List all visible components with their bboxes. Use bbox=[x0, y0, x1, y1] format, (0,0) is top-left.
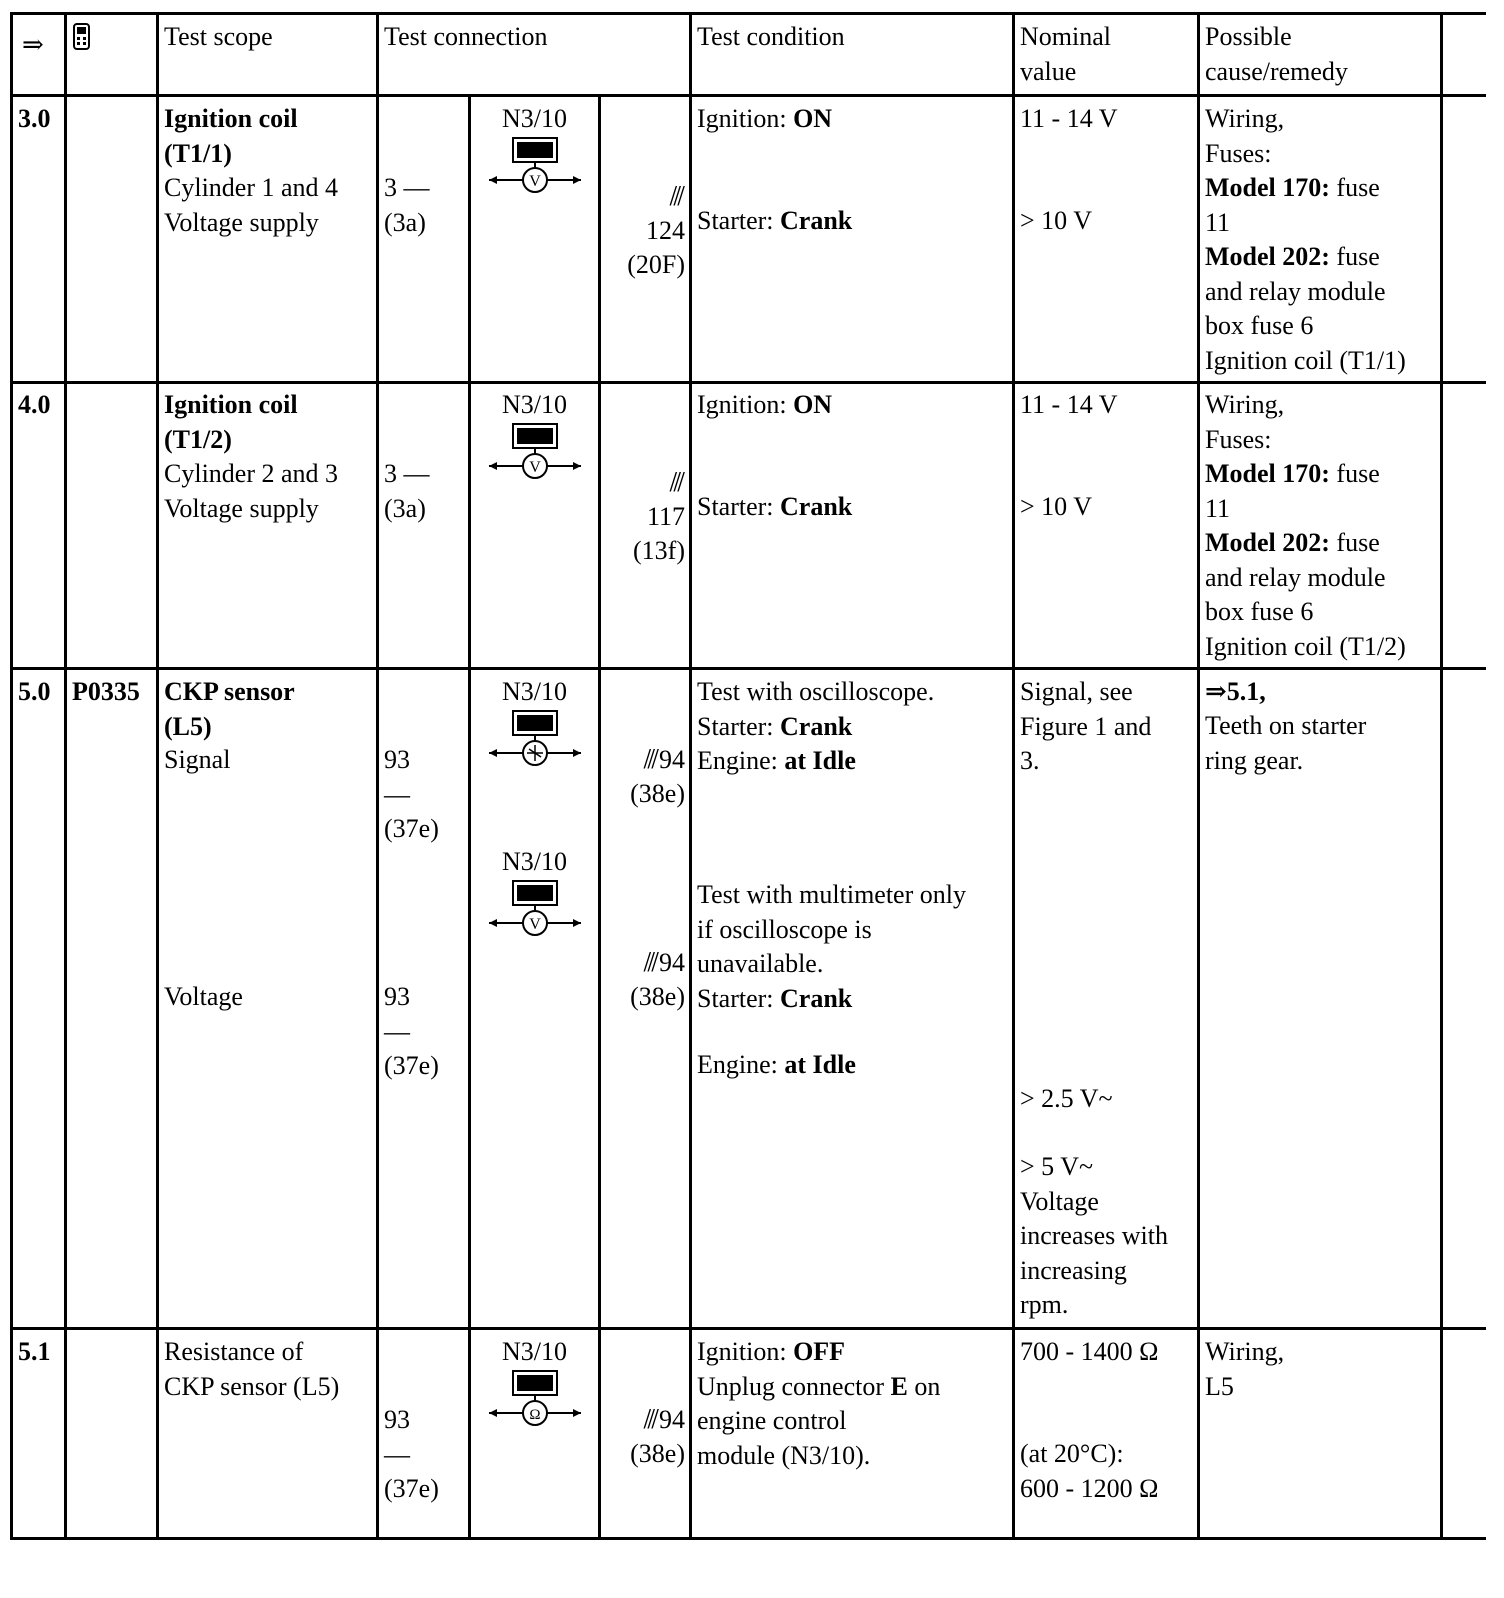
cause-reference-link[interactable]: ⇒5.1, bbox=[1205, 677, 1266, 706]
possible-cause: Wiring, L5 bbox=[1205, 1337, 1285, 1401]
meter-symbol: V bbox=[528, 916, 541, 933]
row-divider bbox=[10, 1327, 1486, 1330]
column-divider bbox=[689, 12, 692, 1540]
ecu-label: N3/10 bbox=[502, 847, 567, 876]
condition-starter: Starter: Crank bbox=[697, 492, 853, 521]
connection-subdivider bbox=[598, 94, 601, 1540]
nominal-signal: Signal, see Figure 1 and 3. bbox=[1020, 677, 1152, 775]
possible-cause: Wiring, Fuses: Model 170: fuse 11 Model 202: fuse and relay module box fuse 6 Ignition coil (T1/2) bbox=[1205, 390, 1406, 661]
connection-right-pin bbox=[610, 946, 685, 1014]
connection-left-pin: 93 — (37e) bbox=[384, 745, 439, 843]
condition-starter: Starter: Crank bbox=[697, 206, 853, 235]
diagnostic-test-table bbox=[10, 12, 1486, 1585]
plug-icon: ⫻ bbox=[669, 468, 685, 497]
scope-title: CKP sensor (L5) bbox=[164, 677, 295, 741]
scope-signal: Signal bbox=[164, 745, 231, 774]
ecu-oscilloscope bbox=[471, 677, 598, 769]
connection-right-pin bbox=[610, 466, 685, 568]
pin-number: 94 bbox=[659, 948, 685, 977]
step-number: 5.1 bbox=[18, 1337, 51, 1366]
meter-symbol: V bbox=[528, 173, 541, 190]
scope-voltage: Voltage bbox=[164, 982, 243, 1011]
plug-icon: ⫻ bbox=[669, 182, 685, 211]
pin-reference: (38e) bbox=[630, 982, 685, 1011]
column-divider bbox=[1197, 12, 1200, 1540]
row-divider bbox=[10, 381, 1486, 384]
connection-left-pin: 93 — (37e) bbox=[384, 1405, 439, 1503]
meter-symbol: Ω bbox=[528, 1407, 541, 1423]
nominal-crank: > 2.5 V~ bbox=[1020, 1084, 1113, 1113]
scope-detail: Resistance of CKP sensor (L5) bbox=[164, 1337, 340, 1401]
plug-icon: ⫻ bbox=[643, 1405, 659, 1434]
step-number: 5.0 bbox=[18, 677, 51, 706]
table-bottom-border bbox=[10, 1537, 1486, 1540]
header-test-connection: Test connection bbox=[384, 22, 548, 51]
row-divider bbox=[10, 667, 1486, 670]
pin-number: 117 bbox=[646, 502, 685, 531]
scope-detail: Cylinder 2 and 3 Voltage supply bbox=[164, 459, 339, 523]
connection-subdivider bbox=[468, 94, 471, 1540]
connection-right-pin bbox=[610, 180, 685, 282]
condition-multimeter: Test with multimeter only if oscilloscope is unavailable. Starter: Crank bbox=[697, 880, 966, 1013]
table-right-border bbox=[1440, 12, 1443, 1540]
scope-detail: Cylinder 1 and 4 Voltage supply bbox=[164, 173, 339, 237]
connection-right-pin bbox=[610, 743, 685, 811]
diagnostic-tester-icon bbox=[72, 22, 92, 57]
condition-engine: Engine: at Idle bbox=[697, 1050, 856, 1079]
ecu-voltmeter bbox=[471, 390, 598, 482]
ecu-label: N3/10 bbox=[502, 390, 567, 419]
table-top-border bbox=[10, 12, 1486, 15]
pin-number: 124 bbox=[646, 216, 685, 245]
ecu-label: N3/10 bbox=[502, 1337, 567, 1366]
column-divider bbox=[1012, 12, 1015, 1540]
scope-title: Ignition coil (T1/1) bbox=[164, 104, 298, 168]
fault-code: P0335 bbox=[72, 677, 140, 706]
plug-icon: ⫻ bbox=[643, 948, 659, 977]
ecu-label: N3/10 bbox=[502, 677, 567, 706]
connection-left-pin: 3 — (3a) bbox=[384, 173, 430, 237]
condition-ignition-off: Ignition: OFF Unplug connector E on engine control module (N3/10). bbox=[697, 1337, 941, 1470]
condition-ignition: Ignition: ON bbox=[697, 104, 833, 133]
pin-reference: (13f) bbox=[633, 536, 685, 565]
ecu-voltmeter bbox=[471, 847, 598, 939]
arrow-header: ⇒ bbox=[22, 30, 44, 59]
ohmmeter-icon bbox=[485, 1369, 585, 1429]
voltmeter-icon bbox=[485, 136, 585, 196]
connection-right-pin bbox=[610, 1403, 685, 1471]
nominal-value: 11 - 14 V bbox=[1020, 390, 1118, 419]
connection-left-pin: 93 — (37e) bbox=[384, 982, 439, 1080]
possible-cause: Wiring, Fuses: Model 170: fuse 11 Model 202: fuse and relay module box fuse 6 Ignition coil (T1/1) bbox=[1205, 104, 1406, 375]
voltmeter-icon bbox=[485, 422, 585, 482]
connection-left-pin: 3 — (3a) bbox=[384, 459, 430, 523]
header-test-condition: Test condition bbox=[697, 22, 845, 51]
voltmeter-icon bbox=[485, 879, 585, 939]
possible-cause: Teeth on starter ring gear. bbox=[1205, 711, 1367, 775]
step-number: 4.0 bbox=[18, 390, 51, 419]
nominal-resistance: 700 - 1400 Ω bbox=[1020, 1337, 1159, 1366]
nominal-value-crank: > 10 V bbox=[1020, 206, 1092, 235]
ecu-ohmmeter bbox=[471, 1337, 598, 1429]
nominal-value: 11 - 14 V bbox=[1020, 104, 1118, 133]
nominal-resistance-20c: (at 20°C): 600 - 1200 Ω bbox=[1020, 1439, 1159, 1503]
header-nominal-value: Nominal value bbox=[1020, 22, 1111, 86]
condition-oscilloscope: Test with oscilloscope. Starter: Crank Engine: at Idle bbox=[697, 677, 935, 775]
column-divider bbox=[64, 12, 67, 1540]
pin-reference: (20F) bbox=[627, 250, 685, 279]
header-possible-cause: Possible cause/remedy bbox=[1205, 22, 1348, 86]
plug-icon: ⫻ bbox=[643, 745, 659, 774]
meter-symbol: V bbox=[528, 459, 541, 476]
ecu-voltmeter bbox=[471, 104, 598, 196]
nominal-idle: > 5 V~ Voltage increases with increasing rpm. bbox=[1020, 1152, 1169, 1319]
step-number: 3.0 bbox=[18, 104, 51, 133]
scope-title: Ignition coil (T1/2) bbox=[164, 390, 298, 454]
pin-reference: (38e) bbox=[630, 779, 685, 808]
pin-number: 94 bbox=[659, 1405, 685, 1434]
header-divider bbox=[10, 94, 1486, 97]
column-divider bbox=[376, 12, 379, 1540]
header-test-scope: Test scope bbox=[164, 22, 273, 51]
pin-reference: (38e) bbox=[630, 1439, 685, 1468]
ecu-label: N3/10 bbox=[502, 104, 567, 133]
condition-ignition: Ignition: ON bbox=[697, 390, 833, 419]
pin-number: 94 bbox=[659, 745, 685, 774]
oscilloscope-icon bbox=[485, 709, 585, 769]
column-divider bbox=[156, 12, 159, 1540]
nominal-value-crank: > 10 V bbox=[1020, 492, 1092, 521]
table-left-border bbox=[10, 12, 13, 1540]
